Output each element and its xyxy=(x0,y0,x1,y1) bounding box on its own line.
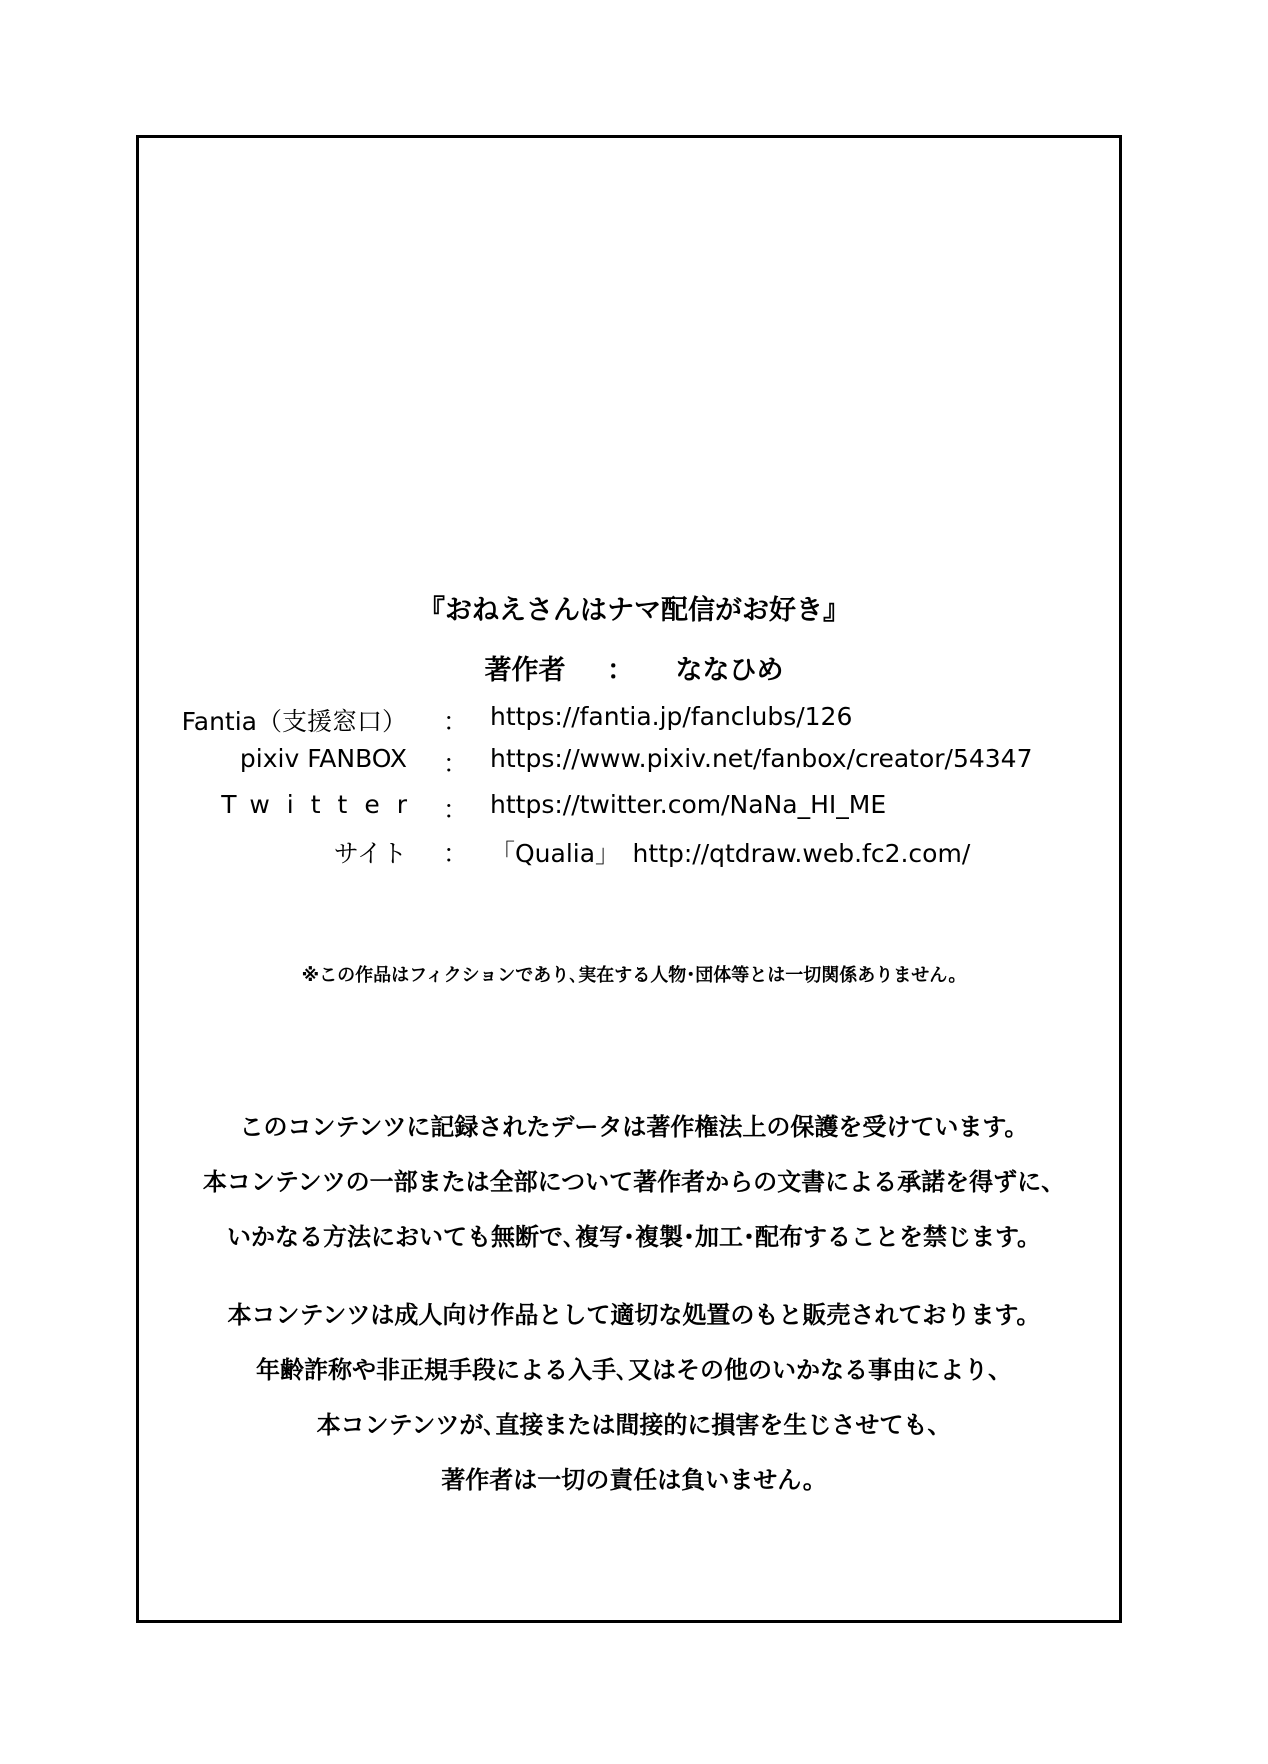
link-separator: ： xyxy=(443,839,469,868)
fiction-disclaimer: ※この作品はフィクションであり､実在する人物･団体等とは一切関係ありません。 xyxy=(301,965,967,986)
link-label: サイト xyxy=(333,839,407,868)
link-row-fanbox xyxy=(0,744,1268,788)
twitter-link[interactable]: https://twitter.com/NaNa_HI_ME xyxy=(490,790,887,819)
author-label: 著作者 xyxy=(484,655,566,686)
copyright-line: このコンテンツに記録されたデータは著作権法上の保護を受けています。 xyxy=(239,1113,1029,1141)
fantia-link[interactable]: https://fantia.jp/fanclubs/126 xyxy=(490,702,853,731)
work-title: 『おねえさんはナマ配信がお好き』 xyxy=(418,595,850,626)
site-link[interactable]: 「Qualia」 http://qtdraw.web.fc2.com/ xyxy=(490,839,971,868)
page-border xyxy=(136,135,1122,1623)
link-separator: ： xyxy=(443,707,469,736)
liability-line: 著作者は一切の責任は負いません。 xyxy=(441,1466,827,1494)
author-separator: ： xyxy=(607,655,634,686)
link-row-twitter xyxy=(0,790,1268,834)
link-row-fantia xyxy=(0,702,1268,746)
liability-line: 本コンテンツが､直接または間接的に損害を生じさせても、 xyxy=(316,1411,952,1439)
author-line xyxy=(0,648,1268,687)
link-separator: ： xyxy=(443,795,469,824)
author-name: ななひめ xyxy=(675,655,784,686)
link-separator: ： xyxy=(443,749,469,778)
copyright-line: いかなる方法においても無断で､複写･複製･加工･配布することを禁じます。 xyxy=(226,1223,1042,1251)
copyright-line: 本コンテンツの一部または全部について著作者からの文書による承諾を得ずに、 xyxy=(202,1168,1066,1196)
link-label: Twitter xyxy=(221,790,424,819)
link-row-site xyxy=(0,834,1268,878)
liability-line: 本コンテンツは成人向け作品として適切な処置のもと販売されております。 xyxy=(227,1301,1041,1329)
link-label: pixiv FANBOX xyxy=(239,744,407,773)
fanbox-link[interactable]: https://www.pixiv.net/fanbox/creator/54347 xyxy=(490,744,1033,773)
liability-line: 年齢詐称や非正規手段による入手､又はその他のいかなる事由により、 xyxy=(256,1356,1012,1384)
link-label: Fantia（支援窓口） xyxy=(181,707,407,736)
